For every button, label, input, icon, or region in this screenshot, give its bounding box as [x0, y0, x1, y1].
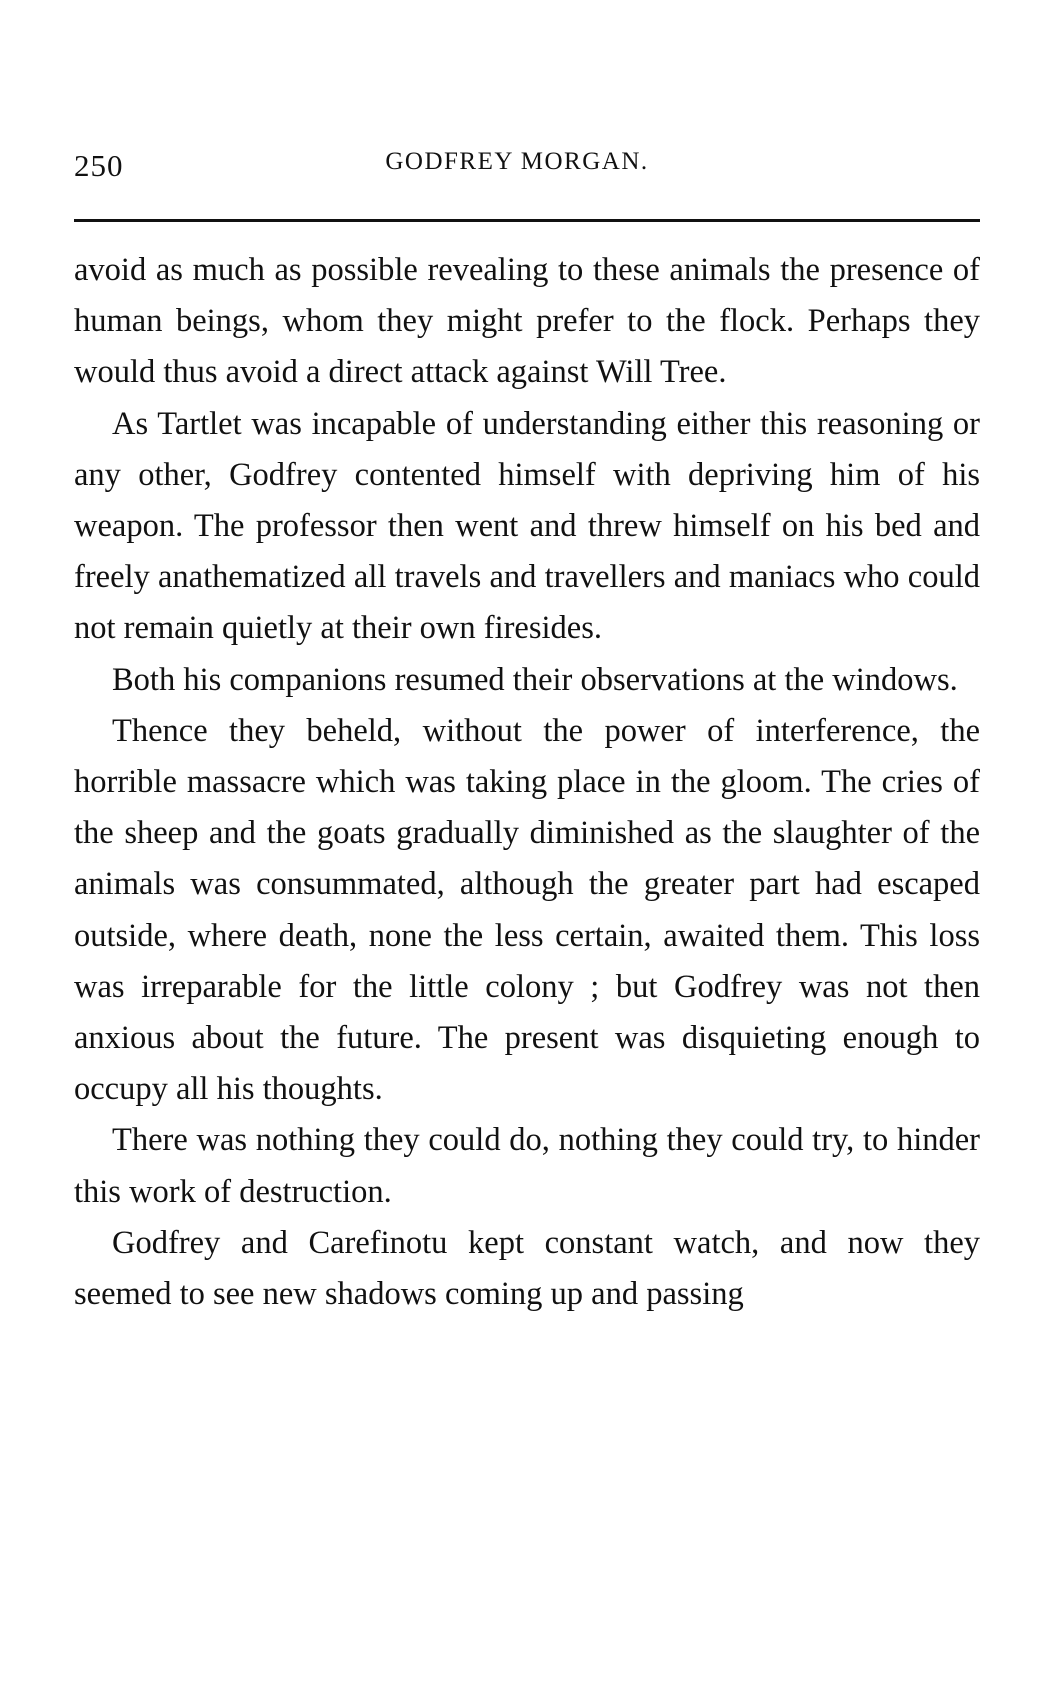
paragraph: Both his companions resumed their observations at the windows. — [112, 661, 958, 698]
paragraph-continued: avoid as much as possible revealing to these animals the presence of human beings, whom they might prefer to the flock. Perhaps they would thus avoid a direct attack against Will Tree. — [74, 252, 980, 391]
running-title: GODFREY MORGAN. — [385, 148, 649, 175]
paragraph: Godfrey and Carefinotu kept constant watch, and now they seemed to see new shadows coming up and passing — [74, 1224, 980, 1313]
body-text — [74, 245, 980, 1320]
page-number: 250 — [74, 148, 124, 183]
running-head — [74, 148, 980, 188]
book-page — [74, 0, 980, 1699]
paragraph: There was nothing they could do, nothing they could try, to hinder this work of destruction. — [74, 1122, 980, 1210]
paragraph: As Tartlet was incapable of understanding either this reasoning or any other, Godfrey contented himself with depriving him of his weapon. The professor then went and threw himself on his bed and freely anathematized all travels and travellers and maniacs who could not remain quietly at their own firesides. — [74, 405, 980, 647]
paragraph: Thence they beheld, without the power of interference, the horrible massacre which was taking place in the gloom. The cries of the sheep and the goats gradually diminished as the slaughter of the animals was consummated, although the greater part had escaped outside, where death, none the less certain, awaited them. This loss was irreparable for the little colony ; but Godfrey was not then anxious about the future. The present was disquieting enough to occupy all his thoughts. — [74, 712, 980, 1108]
header-rule — [74, 219, 980, 222]
